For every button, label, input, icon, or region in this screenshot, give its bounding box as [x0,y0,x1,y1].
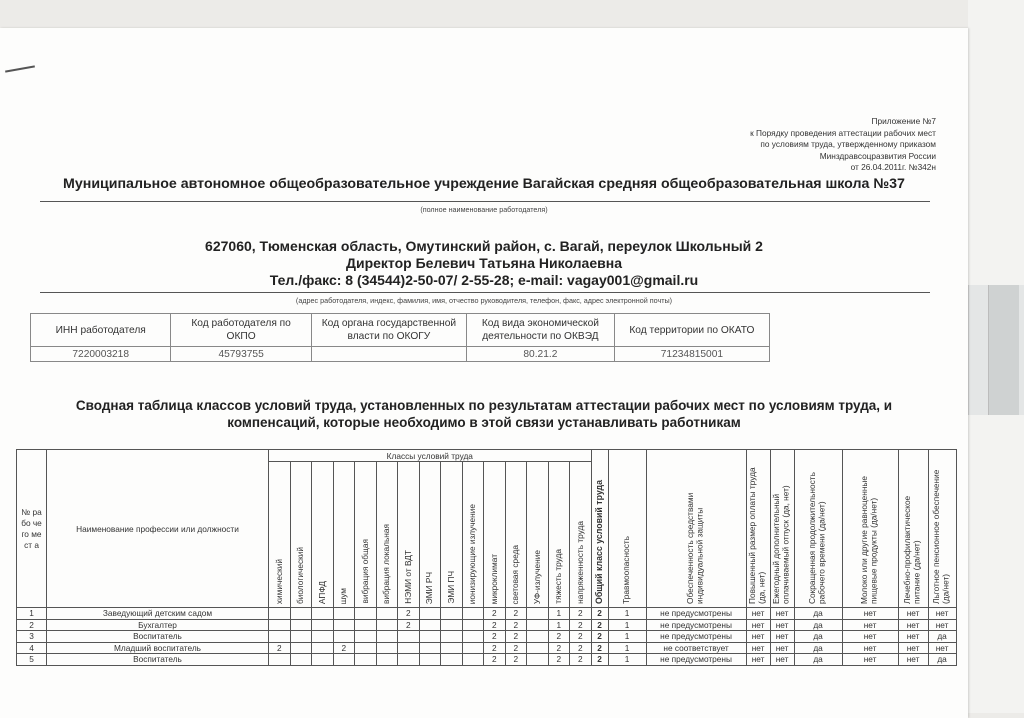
position-name-cell: Воспитатель [47,654,269,666]
workplace-number-cell: 5 [17,654,47,666]
compensation-cell: нет [842,608,898,620]
header-label: Сокращенная продолжительность рабочего времени (да/нет) [807,472,827,604]
compensation-cell: нет [842,631,898,643]
factor-class-cell: 2 [269,642,291,654]
factor-class-cell [419,642,441,654]
compensation-cell: нет [842,619,898,631]
compensation-cell: нет [770,619,794,631]
factor-class-cell: 2 [570,631,592,643]
header-label: № рабо чего мест а [21,506,42,550]
header-label: Молоко или другие равноценные пищевые продукты (да/нет) [859,476,879,604]
table-row [17,631,957,643]
header-label: напряженность труда [574,521,585,604]
header-injury-risk [608,450,646,608]
header-label: тяжесть труда [553,549,563,604]
employer-address: 627060, Тюменская область, Омутинский район, с. Вагай, переулок Школьный 2 [205,238,763,254]
factor-class-cell [269,619,291,631]
factor-class-cell: 2 [570,654,592,666]
factor-class-cell [527,654,549,666]
factor-class-cell: 1 [548,619,570,631]
factor-class-cell [398,631,420,643]
workplace-number-cell: 1 [17,608,47,620]
factor-class-cell [376,608,398,620]
header-factor [505,462,527,608]
header-classes-group: Классы условий труда [269,450,592,462]
factor-class-cell [376,654,398,666]
factor-class-cell: 2 [505,631,527,643]
header-label: вибрация локальная [381,523,391,604]
title-line: Сводная таблица классов условий труда, установленных по результатам аттестации рабочих мест по условиям труда, и [75,398,893,413]
header-label: Обеспеченность средствами индивидуальной защиты [685,492,705,604]
factor-class-cell [462,642,484,654]
overall-class-cell: 2 [591,654,608,666]
factor-class-cell [269,608,291,620]
factor-class-cell: 2 [570,642,592,654]
compensation-cell: нет [898,642,928,654]
factor-class-cell: 2 [484,631,506,643]
compensation-cell: да [794,642,842,654]
binder-clip [968,285,1024,415]
employer-name: Муниципальное автономное общеобразовательное учреждение Вагайская средняя общеобразовательная школа №37 [63,176,905,192]
codes-header-cell: Код вида экономической деятельности по ОКВЭД [467,314,615,347]
injury-risk-cell: 1 [608,654,646,666]
workplace-number-cell: 3 [17,631,47,643]
table-row [17,619,957,631]
codes-header-row [31,314,770,347]
codes-header-cell: Код территории по ОКАТО [614,314,769,347]
overall-class-cell: 2 [591,631,608,643]
factor-class-cell [462,608,484,620]
header-factor [548,462,570,608]
table-row [17,608,957,620]
factor-class-cell [398,642,420,654]
compensation-cell: нет [770,608,794,620]
header-compensation [770,450,794,608]
header-factor [419,462,441,608]
factor-class-cell [312,631,334,643]
factor-class-cell: 1 [548,608,570,620]
header-label: Травмоопасность [621,536,632,604]
binder-clip-inner [988,285,1019,415]
factor-class-cell [419,608,441,620]
appendix-line: от 26.04.2011г. №342н [850,162,936,172]
factor-class-cell: 2 [333,642,355,654]
header-workplace-number [17,450,47,608]
codes-header-cell: ИНН работодателя [31,314,171,347]
overall-class-cell: 2 [591,608,608,620]
workplace-number-cell: 4 [17,642,47,654]
header-compensation [746,450,770,608]
factor-class-cell [312,619,334,631]
compensation-cell: да [794,654,842,666]
factor-class-cell [333,619,355,631]
compensation-cell: нет [842,642,898,654]
header-factor [398,462,420,608]
ppe-cell: не соответствует [646,642,746,654]
header-factor [376,462,398,608]
header-position-name: Наименование профессии или должности [47,450,269,608]
factor-class-cell [419,654,441,666]
factor-class-cell: 2 [505,654,527,666]
injury-risk-cell: 1 [608,642,646,654]
header-label: Общий класс условий труда [593,480,604,604]
header-label: химический [273,558,284,604]
okved-value: 80.21.2 [467,347,615,362]
factor-class-cell [290,619,312,631]
factor-class-cell [419,631,441,643]
compensation-cell: нет [746,631,770,643]
factor-class-cell [398,654,420,666]
compensation-cell: да [794,619,842,631]
header-factor [333,462,355,608]
position-name-cell: Бухгалтер [47,619,269,631]
header-ppe [646,450,746,608]
factor-class-cell: 2 [570,608,592,620]
header-label: Ежегодный дополнительный оплачиваемый отпуск (да, нет) [771,485,791,604]
header-factor [441,462,463,608]
header-factor [312,462,334,608]
factor-class-cell [441,654,463,666]
position-name-cell: Младший воспитатель [47,642,269,654]
factor-class-cell [441,619,463,631]
header-label: микроклимат [488,553,499,604]
header-factor [527,462,549,608]
factor-class-cell: 2 [548,654,570,666]
factor-class-cell: 2 [484,642,506,654]
summary-table-title [0,397,968,431]
factor-class-cell: 2 [570,619,592,631]
workplace-number-cell: 2 [17,619,47,631]
ppe-cell: не предусмотрены [646,654,746,666]
appendix-reference [750,116,936,174]
factor-class-cell [462,619,484,631]
compensation-cell: нет [770,642,794,654]
ppe-cell: не предусмотрены [646,619,746,631]
compensation-cell: да [794,608,842,620]
factor-class-cell [312,642,334,654]
compensation-cell: нет [928,608,956,620]
header-label: ЭМИ РЧ [424,571,434,604]
header-label: световая среда [510,544,520,604]
factor-class-cell [312,654,334,666]
injury-risk-cell: 1 [608,608,646,620]
header-label: Лечебно-профилактическое питание (да/нет) [902,495,922,604]
okpo-value: 45793755 [171,347,311,362]
factor-class-cell [527,642,549,654]
factor-class-cell [290,654,312,666]
compensation-cell: нет [746,654,770,666]
factor-class-cell: 2 [398,619,420,631]
pen-mark [5,65,35,72]
factor-class-cell: 2 [484,608,506,620]
factor-class-cell [290,642,312,654]
compensation-cell: нет [746,608,770,620]
header-factor [269,462,291,608]
table-row [17,642,957,654]
factor-class-cell [290,631,312,643]
compensation-cell: нет [898,608,928,620]
compensation-cell: нет [746,642,770,654]
inn-value: 7220003218 [31,347,171,362]
factor-class-cell [376,631,398,643]
header-label: АПФД [316,580,327,604]
factor-class-cell [333,608,355,620]
factor-class-cell [441,631,463,643]
codes-header-cell: Код органа государственной власти по ОКОГУ [311,314,466,347]
factor-class-cell [462,654,484,666]
factor-class-cell [355,608,377,620]
position-name-cell: Заведующий детским садом [47,608,269,620]
header-factor [570,462,592,608]
factor-class-cell [441,608,463,620]
header-factor [484,462,506,608]
factor-class-cell: 2 [484,619,506,631]
header-factor [355,462,377,608]
header-label: ЭМИ ПЧ [445,571,456,604]
overall-class-cell: 2 [591,619,608,631]
compensation-cell: нет [928,642,956,654]
compensation-cell: да [928,631,956,643]
header-compensation [842,450,898,608]
overall-class-cell: 2 [591,642,608,654]
factor-class-cell [441,642,463,654]
factor-class-cell [355,654,377,666]
appendix-line: к Порядку проведения аттестации рабочих мест [750,127,936,138]
ppe-cell: не предусмотрены [646,631,746,643]
header-overall-class [591,450,608,608]
header-label: ионизирующие излучение [467,503,477,604]
appendix-line: по условиям труда, утвержденному приказом [760,139,936,149]
factor-class-cell: 2 [548,642,570,654]
compensation-cell: нет [770,654,794,666]
ppe-cell: не предусмотрены [646,608,746,620]
table-header-row [17,450,957,462]
codes-value-row [31,347,770,362]
header-label: УФ-излучение [531,549,542,604]
divider [40,292,930,293]
divider [40,201,930,202]
header-factor [462,462,484,608]
factor-class-cell: 2 [398,608,420,620]
header-label: биологический [295,546,305,604]
header-label: НЭМИ от ВДТ [402,550,413,604]
factor-class-cell [355,619,377,631]
table-row [17,654,957,666]
header-label: шум [338,587,348,604]
compensation-cell: нет [842,654,898,666]
employer-name-caption: (полное наименование работодателя) [420,205,548,214]
factor-class-cell [527,631,549,643]
header-compensation [794,450,842,608]
factor-class-cell [333,631,355,643]
factor-class-cell [333,654,355,666]
factor-class-cell [355,642,377,654]
header-factor [290,462,312,608]
compensation-cell: нет [770,631,794,643]
compensation-cell: да [928,654,956,666]
factor-class-cell: 2 [505,608,527,620]
okogu-value [311,347,466,362]
header-compensation [928,450,956,608]
appendix-line: Приложение №7 [871,116,936,126]
codes-header-cell: Код работодателя по ОКПО [171,314,311,347]
employer-contact-block [0,238,968,289]
header-label: Повышенный размер оплаты труда (да, нет) [747,467,767,604]
factor-class-cell [312,608,334,620]
header-label: вибрация общая [359,539,370,604]
compensation-cell: нет [898,631,928,643]
appendix-line: Минздравсоцразвития России [819,150,936,161]
employer-director: Директор Белевич Татьяна Николаевна [346,255,622,271]
employer-contacts: Тел./факс: 8 (34544)2-50-07/ 2-55-28; e-mail: vagay001@gmail.ru [269,272,699,288]
factor-class-cell [355,631,377,643]
factor-class-cell [376,619,398,631]
header-label: Льготное пенсионное обеспечение (да/нет) [931,469,951,604]
factor-class-cell [290,608,312,620]
factor-class-cell [419,619,441,631]
compensation-cell: нет [898,619,928,631]
factor-class-cell [527,608,549,620]
title-line: компенсаций, которые необходимо в этой связи устанавливать работникам [227,415,741,430]
factor-class-cell [269,654,291,666]
employer-codes-table [30,313,770,362]
okato-value: 71234815001 [614,347,769,362]
compensation-cell: нет [898,654,928,666]
compensation-cell: да [794,631,842,643]
employer-address-caption: (адрес работодателя, индекс, фамилия, имя, отчество руководителя, телефон, факс, адрес электронной почты) [295,296,673,305]
factor-class-cell [269,631,291,643]
position-name-cell: Воспитатель [47,631,269,643]
factor-class-cell: 2 [505,642,527,654]
factor-class-cell [527,619,549,631]
working-conditions-table [16,449,957,666]
header-compensation [898,450,928,608]
injury-risk-cell: 1 [608,631,646,643]
compensation-cell: нет [928,619,956,631]
compensation-cell: нет [746,619,770,631]
factor-class-cell: 2 [505,619,527,631]
factor-class-cell [376,642,398,654]
factor-class-cell: 2 [548,631,570,643]
injury-risk-cell: 1 [608,619,646,631]
factor-class-cell [462,631,484,643]
factor-class-cell: 2 [484,654,506,666]
